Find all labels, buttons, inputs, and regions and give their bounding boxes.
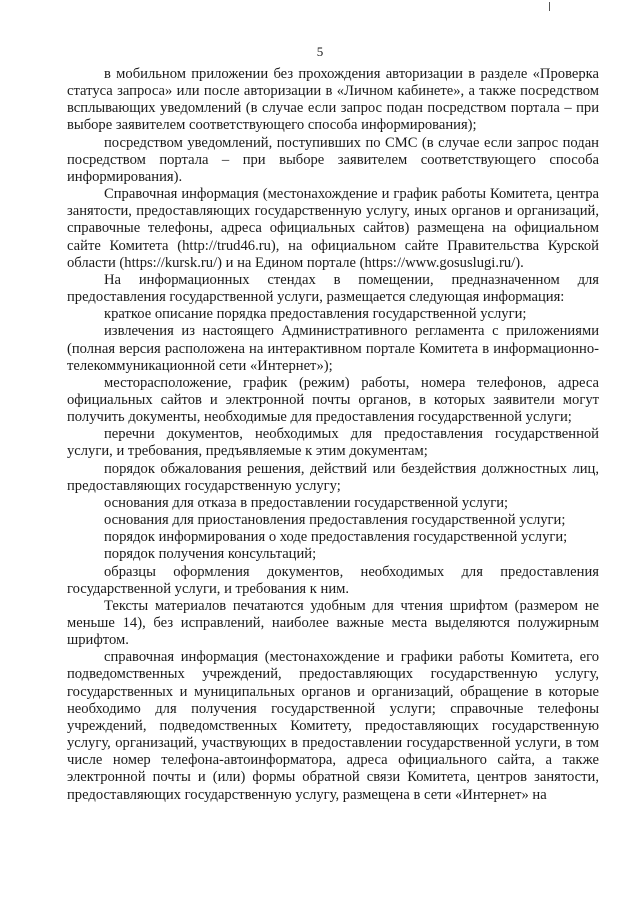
list-item-short-description: краткое описание порядка предоставления государственной услуги;: [104, 306, 527, 323]
paragraph-info-stands: На информационных стендах в помещении, предназначенном для предоставления государственной услуги, размещается следующая информация:: [67, 271, 599, 306]
list-item-suspension-grounds: основания для приостановления предоставления государственной услуги;: [104, 512, 566, 529]
list-item-refusal-grounds: основания для отказа в предоставлении государственной услуги;: [104, 494, 509, 511]
scan-edge-mark: [549, 2, 550, 11]
list-item-locations-schedule: месторасположение, график (режим) работы, номера телефонов, адреса официальных сайтов и электронной почты органов, в которых заявители могут получить документы, необходимые для предоставления государственной услуги;: [67, 374, 599, 426]
paragraph-reference-info: Справочная информация (местонахождение и график работы Комитета, центра занятости, предоставляющих государственную услугу, иных органов и организаций, справочные телефоны, адреса официальных сайтов) размещена на официальном сайте Комитета (http://trud46.ru), на официальном сайте Правительства Курской области (https://kursk.ru/) и на Едином портале (https://www.gosuslugi.ru/).: [67, 186, 599, 271]
list-item-progress-info: порядок информирования о ходе предоставления государственной услуги;: [104, 529, 568, 546]
list-item-document-lists: перечни документов, необходимых для предоставления государственной услуги, и требования, предъявляемые к этим документам;: [67, 426, 599, 460]
paragraph-mobile-app: в мобильном приложении без прохождения авторизации в разделе «Проверка статуса запроса» или после авторизации в «Личном кабинете», а также посредством всплывающих уведомлений (в случае если запрос подан посредством портала – при выборе заявителем соответствующего способа информирования);: [67, 66, 599, 134]
list-item-appeal-procedure: порядок обжалования решения, действий или бездействия должностных лиц, предоставляющих государственную услугу;: [67, 460, 599, 494]
list-item-regulation-extracts: извлечения из настоящего Административного регламента с приложениями (полная версия расположена на интерактивном портале Комитета в информационно-телекоммуникационной сети «Интернет»);: [67, 323, 599, 374]
list-item-consultations: порядок получения консультаций;: [104, 546, 317, 563]
paragraph-internet-info: справочная информация (местонахождение и графики работы Комитета, его подведомственных учреждений, предоставляющих государственную услугу, государственных и муниципальных органов и организаций, обращение в которые необходимо для получения государственной услуги; справочные телефоны учреждений, подведомственных Комитету, предоставляющих государственную услугу, организаций, участвующих в предоставлении государственной услуги, в том числе номер телефона-автоинформатора, адреса официального сайта, а также электронной почты и (или) формы обратной связи Комитета, центров занятости, предоставляющих государственную услугу, размещена в сети «Интернет» на: [67, 649, 599, 803]
paragraph-font-requirements: Тексты материалов печатаются удобным для чтения шрифтом (размером не меньше 14), без исправлений, наиболее важные места выделяются полужирным шрифтом.: [67, 597, 599, 649]
page-number: 5: [316, 44, 324, 59]
list-item-document-samples: образцы оформления документов, необходимых для предоставления государственной услуги, и требования к ним.: [67, 563, 599, 597]
paragraph-sms-notifications: посредством уведомлений, поступивших по СМС (в случае если запрос подан посредством портала – при выборе заявителем соответствующего способа информирования).: [67, 134, 599, 185]
document-body: [67, 66, 599, 804]
